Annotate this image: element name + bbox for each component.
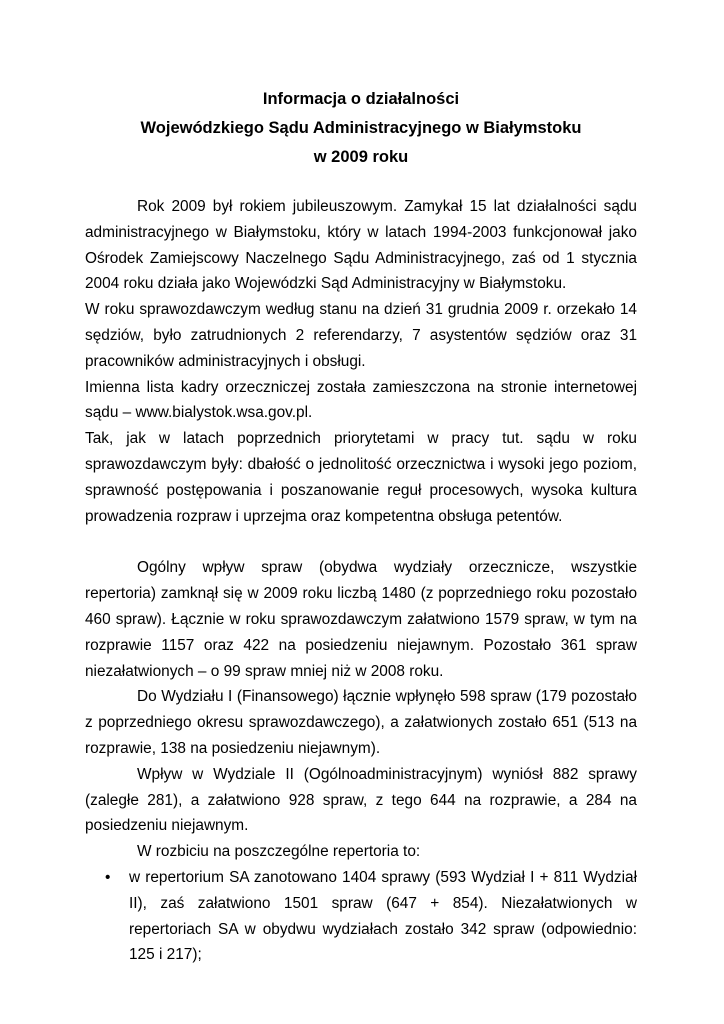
paragraph-division-2: Wpływ w Wydziale II (Ogólnoadministracyjnym) wyniósł 882 sprawy (zaległe 281), a załatwiono 928 spraw, z tego 644 na rozprawie, a 284 na posiedzeniu niejawnym. <box>85 765 637 835</box>
bullet-icon: • <box>105 868 111 886</box>
document-page <box>85 85 637 968</box>
document-title <box>85 85 637 172</box>
title-line-2: Wojewódzkiego Sądu Administracyjnego w Białymstoku <box>140 119 582 137</box>
paragraph-priorities: Tak, jak w latach poprzednich priorytetami w pracy tut. sądu w roku sprawozdawczym były: dbałość o jednolitość orzecznictwa i wysoki jego poziom, sprawność postępowania i poszanowanie reguł procesowych, wysoka kultura prowadzenia rozpraw i uprzejma oraz kompetentna obsługa petentów. <box>85 430 637 525</box>
title-line-1: Informacja o działalności <box>262 90 460 108</box>
title-line-3: w 2009 roku <box>313 148 409 166</box>
paragraph-total-caseload: Ogólny wpływ spraw (obydwa wydziały orzecznicze, wszystkie repertoria) zamknął się w 2009 roku liczbą 1480 (z poprzedniego roku pozostało 460 spraw). Łącznie w roku sprawozdawczym załatwiono 1579 spraw, w tym na rozprawie 1157 oraz 422 na posiedzeniu niejawnym. Pozostało 361 spraw niezałatwionych – o 99 spraw mniej niż w 2008 roku. <box>85 559 637 680</box>
list-item-text: w repertorium SA zanotowano 1404 sprawy (593 Wydział I + 811 Wydział II), zaś załatwiono 1501 spraw (647 + 854). Niezałatwionych w repertoriach SA w obydwu wydziałach zostało 342 spraw (odpowiednio: 125 i 217); <box>129 868 637 964</box>
paragraph-judges-list: Imienna lista kadry orzeczniczej została zamieszczona na stronie internetowej sądu – www.bialystok.wsa.gov.pl. <box>85 378 637 422</box>
repertory-list <box>85 865 637 968</box>
paragraph-gap <box>85 529 637 555</box>
list-item <box>85 865 637 968</box>
paragraph-jubilee: Rok 2009 był rokiem jubileuszowym. Zamykał 15 lat działalności sądu administracyjnego w Białymstoku, który w latach 1994-2003 funkcjonował jako Ośrodek Zamiejscowy Naczelnego Sądu Administracyjnego, zaś od 1 stycznia 2004 roku działa jako Wojewódzki Sąd Administracyjny w Białymstoku. <box>85 198 637 293</box>
paragraph-repertory-intro: W rozbiciu na poszczególne repertoria to: <box>137 843 421 861</box>
paragraph-division-1: Do Wydziału I (Finansowego) łącznie wpłynęło 598 spraw (179 pozostało z poprzedniego okresu sprawozdawczego), a załatwionych zostało 651 (513 na rozprawie, 138 na posiedzeniu niejawnym). <box>85 688 637 757</box>
paragraph-staff: W roku sprawozdawczym według stanu na dzień 31 grudnia 2009 r. orzekało 14 sędziów, było zatrudnionych 2 referendarzy, 7 asystentów sędziów oraz 31 pracowników administracyjnych i obsługi. <box>85 301 637 370</box>
